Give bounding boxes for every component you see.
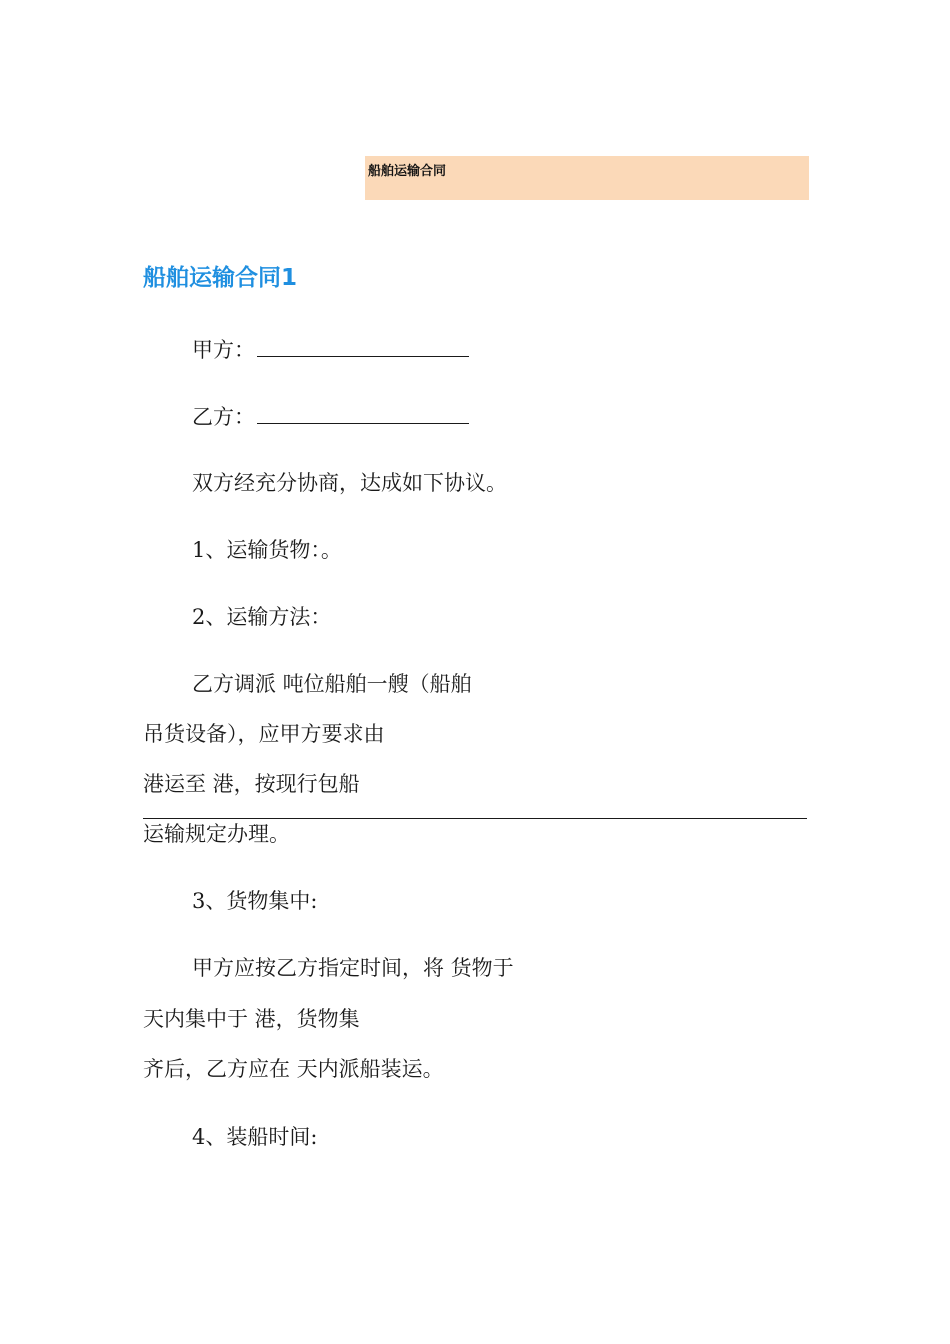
party-b-line xyxy=(192,402,469,432)
party-b-blank xyxy=(257,405,469,424)
item-3-heading: 3、货物集中: xyxy=(192,889,318,913)
item-1-heading: 1、运输货物：。 xyxy=(192,538,342,562)
item-2-text-line-4: 运输规定办理。 xyxy=(143,822,290,846)
item-2-text-line-2: 吊货设备），应甲方要求由 xyxy=(143,722,385,746)
document-title: 船舶运输合同1 xyxy=(143,265,298,291)
header-title: 船舶运输合同 xyxy=(368,164,447,179)
party-b-label: 乙方： xyxy=(192,405,255,429)
party-a-label: 甲方： xyxy=(192,338,255,362)
item-3-text-line-1: 甲方应按乙方指定时间，将 货物于 xyxy=(192,956,514,980)
item-2-text-line-3: 港运至 港，按现行包船 xyxy=(143,772,360,796)
item-2-heading: 2、运输方法： xyxy=(192,605,332,629)
item-3-text-line-3: 齐后，乙方应在 天内派船装运。 xyxy=(143,1057,444,1081)
item-3-text-line-2: 天内集中于 港，货物集 xyxy=(143,1007,360,1031)
intro-paragraph: 双方经充分协商，达成如下协议。 xyxy=(192,471,507,495)
party-a-line xyxy=(192,335,469,365)
party-a-blank xyxy=(257,338,469,357)
item-4-heading: 4、装船时间: xyxy=(192,1125,318,1149)
item-2-text-line-1: 乙方调派 吨位船舶一艘（船舶 xyxy=(192,672,472,696)
page-header-band xyxy=(365,156,809,200)
